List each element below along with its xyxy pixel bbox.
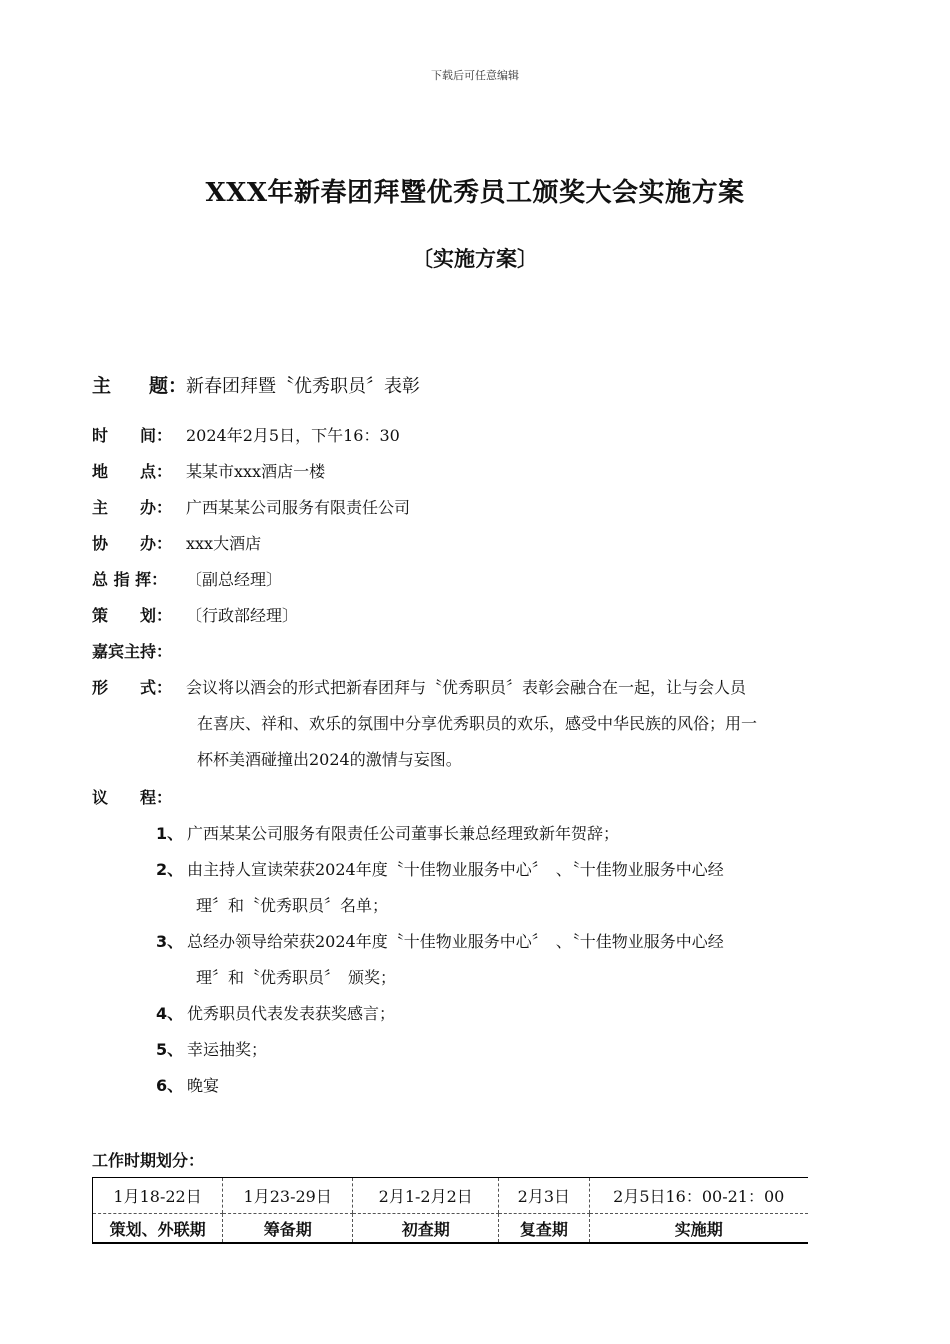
agenda-item xyxy=(156,924,846,996)
schedule-phase-cell: 复查期 xyxy=(499,1214,589,1244)
field-label: 主 题： xyxy=(92,375,188,397)
schedule-date-cell: 1月18-22日 xyxy=(93,1178,223,1214)
field-label: 议 程： xyxy=(92,788,173,807)
agenda-item xyxy=(156,1068,846,1104)
field-label: 协 办： xyxy=(92,534,173,553)
work-period-title: 工作时期划分： xyxy=(92,1151,205,1170)
agenda-text-cont: 理〞和〝优秀职员〞 颁奖； xyxy=(196,968,397,987)
agenda-item xyxy=(156,996,846,1032)
field-label: 总 指 挥： xyxy=(92,570,168,589)
schedule-date-cell: 2月3日 xyxy=(499,1178,589,1214)
field-value: 〔副总经理〕 xyxy=(186,570,283,589)
field-label: 主 办： xyxy=(92,498,173,517)
field-organizer xyxy=(92,498,410,518)
agenda-text: 幸运抽奖； xyxy=(187,1040,268,1059)
document-subtitle: 〔实施方案〕 xyxy=(412,246,538,271)
agenda-text: 优秀职员代表发表获奖感言； xyxy=(187,1004,396,1023)
schedule-table xyxy=(92,1177,808,1244)
field-label: 地 点： xyxy=(92,462,173,481)
agenda-item xyxy=(156,816,846,852)
field-label: 时 间： xyxy=(92,426,173,445)
schedule-phase-cell: 实施期 xyxy=(589,1214,808,1244)
field-theme xyxy=(92,376,420,397)
agenda-number: 3、 xyxy=(156,932,184,951)
form-description xyxy=(186,670,851,778)
agenda-text: 广西某某公司服务有限责任公司董事长兼总经理致新年贺辞； xyxy=(187,824,620,843)
agenda-number: 1、 xyxy=(156,824,184,843)
schedule-phase-cell: 筹备期 xyxy=(223,1214,353,1244)
schedule-date-cell: 1月23-29日 xyxy=(223,1178,353,1214)
field-value: xxx大酒店 xyxy=(186,534,262,553)
schedule-phase-cell: 策划、外联期 xyxy=(93,1214,223,1244)
field-value: 2024年2月5日，下午16：30 xyxy=(186,426,400,445)
agenda-text-cont: 理〞和〝优秀职员〞名单； xyxy=(196,896,389,915)
field-value: 〔行政部经理〕 xyxy=(186,606,299,625)
form-line-3: 杯杯美酒碰撞出2024的激情与妄图。 xyxy=(197,750,462,769)
field-location xyxy=(92,462,325,482)
field-label: 形 式： xyxy=(92,678,173,697)
agenda-text: 总经办领导给荣获2024年度〝十佳物业服务中心〞 、〝十佳物业服务中心经 xyxy=(187,932,724,951)
document-title: XXX年新春团拜暨优秀员工颁奖大会实施方案 xyxy=(205,178,745,208)
agenda-number: 5、 xyxy=(156,1040,184,1059)
field-value: 广西某某公司服务有限责任公司 xyxy=(186,498,411,517)
field-form-label xyxy=(92,678,186,698)
agenda-number: 2、 xyxy=(156,860,184,879)
field-director xyxy=(92,570,282,590)
form-line-2: 在喜庆、祥和、欢乐的氛围中分享优秀职员的欢乐，感受中华民族的风俗；用一 xyxy=(197,714,758,733)
schedule-phases-row xyxy=(93,1214,809,1244)
field-co-organizer xyxy=(92,534,261,554)
field-agenda-label xyxy=(92,788,186,808)
header-note: 下载后可任意编辑 xyxy=(431,69,519,82)
field-host xyxy=(92,642,186,662)
schedule-phase-cell: 初查期 xyxy=(353,1214,499,1244)
schedule-date-cell: 2月5日16：00-21：00 xyxy=(589,1178,808,1214)
agenda-number: 6、 xyxy=(156,1076,184,1095)
field-planner xyxy=(92,606,298,626)
field-label: 嘉宾主持： xyxy=(92,642,173,661)
field-label: 策 划： xyxy=(92,606,173,625)
schedule-dates-row xyxy=(93,1178,809,1214)
field-time xyxy=(92,426,400,446)
schedule-date-cell: 2月1-2月2日 xyxy=(353,1178,499,1214)
field-value: 某某市xxx酒店一楼 xyxy=(186,462,326,481)
agenda-item xyxy=(156,852,846,924)
agenda-text: 由主持人宣读荣获2024年度〝十佳物业服务中心〞 、〝十佳物业服务中心经 xyxy=(187,860,724,879)
form-line-1: 会议将以酒会的形式把新春团拜与〝优秀职员〞表彰会融合在一起，让与会人员 xyxy=(186,678,747,697)
agenda-text: 晚宴 xyxy=(187,1076,220,1095)
agenda-item xyxy=(156,1032,846,1068)
field-value: 新春团拜暨〝优秀职员〞表彰 xyxy=(186,376,420,397)
agenda-number: 4、 xyxy=(156,1004,184,1023)
